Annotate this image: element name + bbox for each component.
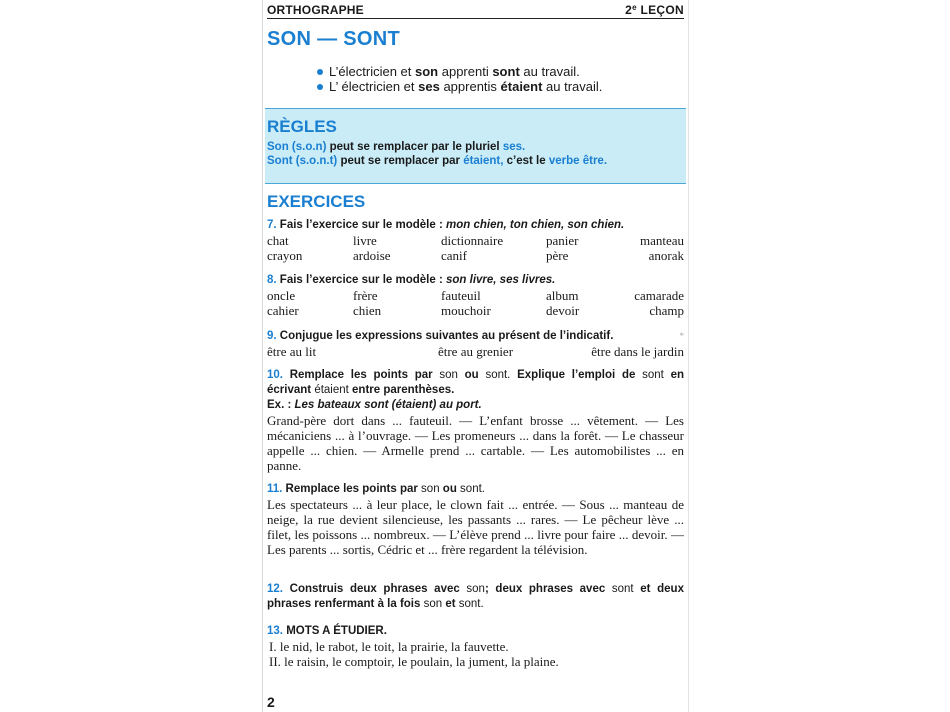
textbook-page: [262, 0, 689, 712]
intro-example: L’électricien et son apprenti sont au travail.: [317, 64, 602, 79]
exercise-instruction: 10. Remplace les points par son ou sont. Explique l’emploi de sont en écrivant étaient entre parenthèses.: [267, 369, 684, 396]
intro-example: L’ électricien et ses apprentis étaient au travail.: [317, 79, 602, 94]
exercise-7: [267, 218, 684, 263]
margin-mark: *: [679, 331, 684, 341]
intro-examples: [317, 64, 602, 94]
rules-title: RÈGLES: [267, 117, 337, 136]
exercise-instruction: 7. Fais l’exercice sur le modèle : mon chien, ton chien, son chien.: [267, 219, 625, 231]
bullet-icon: [317, 84, 323, 90]
lesson-label: 2e LEÇON: [625, 3, 684, 17]
exercise-13: [267, 624, 684, 669]
subject-label: ORTHOGRAPHE: [267, 3, 364, 17]
exercise-8: [267, 273, 684, 318]
exercise-instruction: 9. Conjugue les expressions suivantes au présent de l’indicatif.: [267, 330, 614, 342]
exercise-text: Les spectateurs ... à leur place, le clown fait ... entrée. — Sous ... manteau de neige, la rue devient silencieuse, les passants ... rares. — Le pêcheur lève ... filet, les poissons ... nombreux. — L’élève prend ... livre pour faire ... devoir. — Les parents ... sortis, Cédric et ... frère regardent la télévision.: [267, 497, 684, 557]
page-number: 2: [267, 694, 275, 710]
study-line: II. le raisin, le comptoir, le poulain, la jument, la plaine.: [269, 654, 559, 669]
exercise-9: [267, 329, 684, 359]
exercise-10: [267, 368, 684, 473]
exercises-title: EXERCICES: [267, 192, 366, 211]
page-header: [267, 3, 684, 19]
exercise-example: Ex. : Les bateaux sont (étaient) au port.: [267, 399, 482, 411]
rules-box: [265, 108, 686, 184]
exercise-11: [267, 482, 684, 557]
bullet-icon: [317, 69, 323, 75]
study-words: [267, 639, 684, 669]
exercise-instruction: 8. Fais l’exercice sur le modèle : son livre, ses livres.: [267, 274, 556, 286]
exercise-text: Grand-père dort dans ... fauteuil. — L’enfant brosse ... vêtement. — Les mécaniciens ... à l’ouvrage. — Les promeneurs ... dans la forêt. — Le chasseur appelle ... chien. — Armelle prend ... cartable. — Les automobilistes ... en panne.: [267, 413, 684, 473]
exercise-12: [267, 582, 684, 612]
expression-list: être au lit être au grenier être dans le jardin: [267, 344, 684, 359]
rule-line: Sont (s.o.n.t) peut se remplacer par étaient, c’est le verbe être.: [267, 155, 608, 167]
exercise-instruction: 13. MOTS A ÉTUDIER.: [267, 625, 387, 637]
exercise-instruction: 11. Remplace les points par son ou sont.: [267, 483, 485, 495]
rule-line: Son (s.o.n) peut se remplacer par le pluriel ses.: [267, 141, 526, 153]
study-line: I. le nid, le rabot, le toit, la prairie, la fauvette.: [269, 639, 509, 654]
word-list: chat livre dictionnaire panier manteau crayon ardoise canif père anorak: [267, 233, 684, 263]
word-list: oncle frère fauteuil album camarade cahier chien mouchoir devoir champ: [267, 288, 684, 318]
exercise-instruction: 12. Construis deux phrases avec son; deux phrases avec sont et deux phrases renfermant à la fois son et sont.: [267, 583, 684, 610]
lesson-title: SON — SONT: [267, 28, 401, 50]
